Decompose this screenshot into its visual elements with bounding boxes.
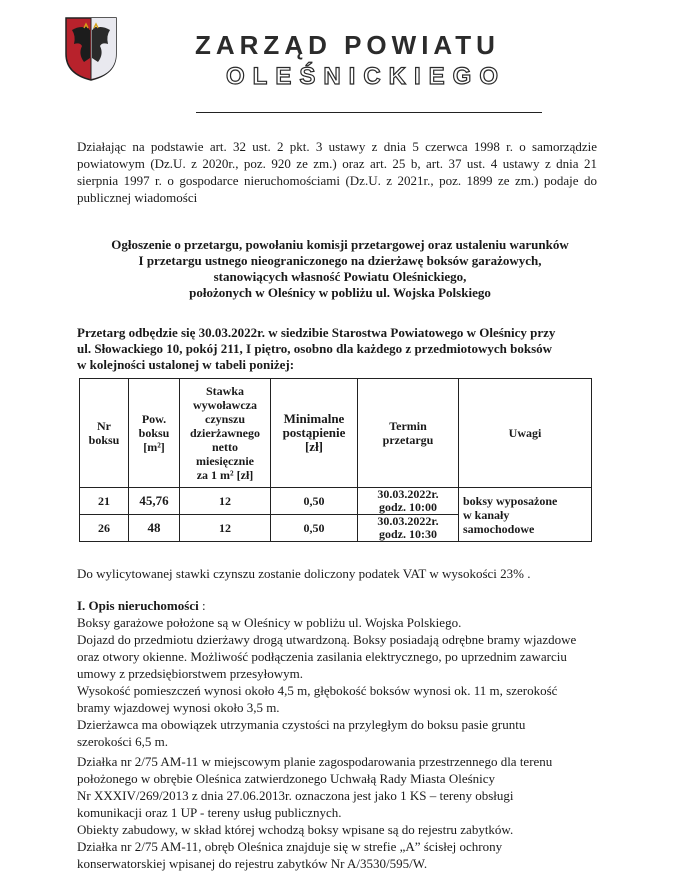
announcement-line: I przetargu ustnego nieograniczonego na dzierżawę boksów garażowych, [138, 253, 542, 268]
cell-date: 30.03.2022r. godz. 10:30 [358, 515, 459, 542]
header-notes: Uwagi [459, 379, 592, 488]
coat-of-arms-eagle-icon [64, 16, 118, 82]
cell-notes: boksy wyposażone w kanały samochodowe [459, 488, 592, 542]
header-divider [196, 112, 542, 113]
section-2-line: Działka nr 2/75 AM-11, obręb Oleśnica znajduje się w strefie „A” ścisłej ochrony [77, 839, 503, 854]
cell-date: 30.03.2022r. godz. 10:00 [358, 488, 459, 515]
announcement-line: Ogłoszenie o przetargu, powołaniu komisji przetargowej oraz ustaleniu warunków [111, 237, 569, 252]
cell-nr: 26 [80, 515, 129, 542]
section-2-line: Obiekty zabudowy, w skład której wchodzą boksy wpisane są do rejestru zabytków. [77, 822, 514, 837]
announcement-line: położonych w Oleśnicy w pobliżu ul. Wojska Polskiego [189, 285, 491, 300]
cell-rate: 12 [180, 515, 271, 542]
section-1-line: Dojazd do przedmiotu dzierżawy drogą utwardzoną. Boksy posiadają odrębne bramy wjazdowe [77, 632, 577, 647]
cell-min-step: 0,50 [271, 515, 358, 542]
section-2-line: Działka nr 2/75 AM-11 w miejscowym planie zagospodarowania przestrzennego dla terenu [77, 754, 553, 769]
section-1-line: Wysokość pomieszczeń wynosi około 4,5 m, głębokość boksów wynosi ok. 11 m, szerokość [77, 683, 558, 698]
tender-info-line: w kolejności ustalonej w tabeli poniżej: [77, 357, 295, 372]
section-1-line: bramy wjazdowej wynosi około 3,5 m. [77, 700, 280, 715]
page-title: ZARZĄD POWIATU [195, 30, 500, 60]
table-row [80, 488, 592, 515]
cell-nr: 21 [80, 488, 129, 515]
vat-note: Do wylicytowanej stawki czynszu zostanie doliczony podatek VAT w wysokości 23% . [77, 566, 531, 581]
page-subtitle: OLEŚNICKIEGO [226, 63, 507, 90]
header-area: Pow. boksu [m²] [129, 379, 180, 488]
cell-min-step: 0,50 [271, 488, 358, 515]
section-1-title: I. Opis nieruchomości [77, 598, 199, 613]
header-rate: Stawka wywoławcza czynszu dzierżawnego netto miesięcznie za 1 m² [zł] [180, 379, 271, 488]
table-header-row [80, 379, 592, 488]
cell-area: 45,76 [129, 488, 180, 515]
section-1-title-line: I. Opis nieruchomości : [77, 598, 206, 613]
cell-area: 48 [129, 515, 180, 542]
section-2 [77, 753, 597, 872]
section-2-line: położonego w obrębie Oleśnica zatwierdzonego Uchwałą Rady Miasta Oleśnicy [77, 771, 496, 786]
section-1-line: Boksy garażowe położone są w Oleśnicy w pobliżu ul. Wojska Polskiego. [77, 615, 462, 630]
section-1-line: oraz otwory okienne. Możliwość podłączenia zasilania elektrycznego, po uprzednim zawarciu [77, 649, 567, 664]
boxes-table [79, 378, 592, 542]
intro-paragraph: Działając na podstawie art. 32 ust. 2 pkt. 3 ustawy z dnia 5 czerwca 1998 r. o samorządzie powiatowym (Dz.U. z 2020r., poz. 920 ze zm.) oraz art. 25 b, art. 37 ust. 4 ustawy z dnia 21 sierpnia 1997 r. o gospodarce nieruchomościami (Dz.U. z 2021r., poz. 1899 ze zm.) podaje do publicznej wiadomości [77, 139, 597, 205]
section-2-line: Nr XXXIV/269/2013 z dnia 27.06.2013r. oznaczona jest jako 1 KS – tereny obsługi [77, 788, 514, 803]
section-1 [77, 597, 597, 750]
announcement-heading [70, 237, 610, 301]
section-1-line: szerokości 6,5 m. [77, 734, 168, 749]
cell-rate: 12 [180, 488, 271, 515]
tender-info-line: ul. Słowackiego 10, pokój 211, I piętro, osobno dla każdego z przedmiotowych boksów [77, 341, 553, 356]
header-date: Termin przetargu [358, 379, 459, 488]
tender-info-line: Przetarg odbędzie się 30.03.2022r. w siedzibie Starostwa Powiatowego w Oleśnicy przy [77, 325, 556, 340]
header-min-step: Minimalne postąpienie [zł] [271, 379, 358, 488]
announcement-line: stanowiących własność Powiatu Oleśnickiego, [213, 269, 467, 284]
section-1-line: Dzierżawca ma obowiązek utrzymania czystości na przyległym do boksu pasie gruntu [77, 717, 526, 732]
section-1-line: umowy z przedsiębiorstwem przesyłowym. [77, 666, 304, 681]
section-2-line: konserwatorskiej wpisanej do rejestru zabytków Nr A/3530/595/W. [77, 856, 428, 871]
header-nr: Nr boksu [80, 379, 129, 488]
section-2-line: komunikacji oraz 1 UP - tereny usług publicznych. [77, 805, 342, 820]
tender-info [77, 325, 607, 373]
